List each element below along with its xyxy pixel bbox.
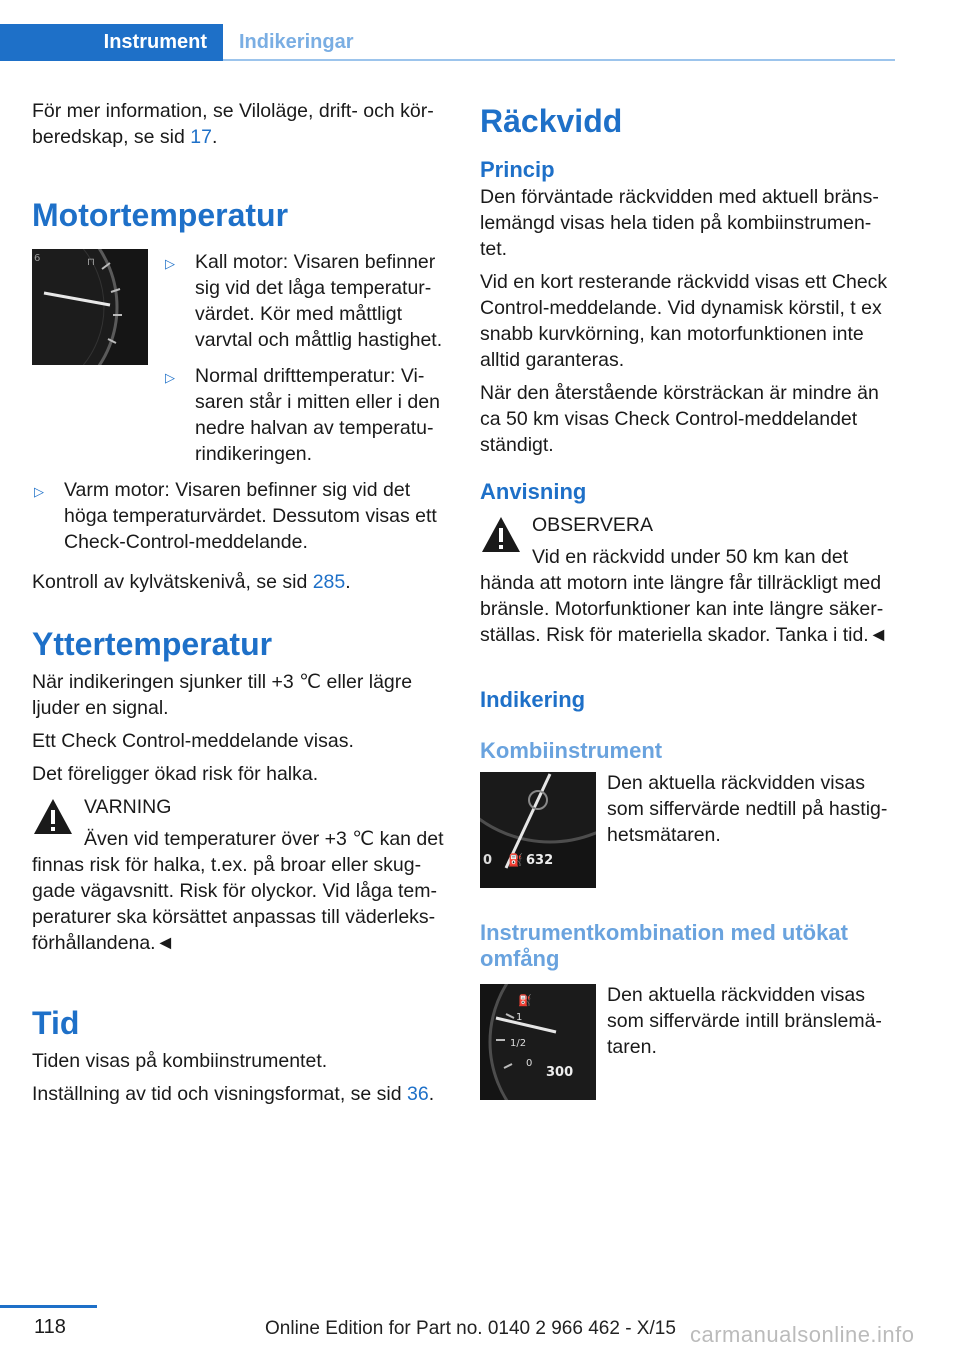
- fuel-pump-icon: ⛽: [518, 994, 532, 1007]
- gauge-zero-label: 0: [483, 853, 493, 868]
- warning-text: Även vid temperaturer över +3 ℃ kan det finnas risk för halka, t.ex. på broar eller skug-gade vägavsnitt. Risk för olyckor. Vid låga tem-peraturer ska körsättet anpassas till väderleks-förhållandena.◄: [32, 828, 444, 954]
- tab-indikeringar[interactable]: Indikeringar: [239, 31, 354, 53]
- heading-indikering: Indikering: [480, 687, 586, 712]
- motortemp-bullets-top: [163, 249, 448, 477]
- tid-p1: Tiden visas på kombiinstrumentet.: [32, 1050, 328, 1072]
- watermark: carmanualsonline.info: [690, 1322, 915, 1347]
- heading-anvisning: Anvisning: [480, 479, 587, 504]
- warning-block-observera: [480, 512, 898, 648]
- warning-triangle-icon: [32, 796, 74, 838]
- range-value: 300: [546, 1065, 574, 1080]
- intro-end: .: [211, 126, 218, 148]
- temperature-gauge-image: [32, 249, 148, 365]
- intro-text: För mer information, se Viloläge, drift- och kör-beredskap, se sid: [32, 100, 434, 148]
- coolant-text: Kontroll av kylvätskenivå, se sid: [32, 571, 313, 593]
- right-column: [480, 102, 898, 1100]
- triangle-bullet-icon: ▷: [165, 256, 175, 271]
- tid-p2-end: .: [428, 1083, 435, 1105]
- coolant-end: .: [345, 571, 351, 593]
- tab-underline: [223, 59, 895, 61]
- header-tabs: [0, 0, 895, 62]
- kombi-block: [480, 772, 898, 888]
- triangle-bullet-icon: ▷: [165, 370, 175, 385]
- list-item: ▷ Normal drifttemperatur: Vi-saren står i mitten eller i den nedre halvan av temperatu-rindikeringen.: [165, 365, 440, 465]
- heading-yttertemperatur: Yttertemperatur: [32, 626, 273, 662]
- intro-paragraph: [32, 98, 448, 150]
- tid-p2: [32, 1081, 448, 1107]
- gauge-zero-label: 0: [526, 1058, 533, 1069]
- triangle-bullet-icon: ▷: [34, 484, 44, 499]
- heading-tid: Tid: [32, 1005, 80, 1041]
- footer-rule: [0, 1305, 97, 1308]
- list-item: ▷ Varm motor: Visaren befinner sig vid det höga temperaturvärdet. Dessutom visas ett Check-Control-meddelande.: [34, 479, 437, 553]
- range-value: 632: [526, 853, 554, 868]
- warning-block-varning: [32, 794, 448, 956]
- coolant-page-link[interactable]: 285: [312, 571, 346, 593]
- yttertemp-p2: Ett Check Control-meddelande visas.: [32, 730, 354, 752]
- gauge-half-label: 1/2: [510, 1038, 527, 1049]
- footer-edition: Online Edition for Part no. 0140 2 966 462 - X/15: [265, 1318, 676, 1339]
- warning-triangle-icon: [480, 514, 522, 556]
- princip-p2: Vid en kort resterande räckvidd visas ett Check Control-meddelande. Vid dynamisk körstil, t ex snabb kurvkörning, kan motorfunktionen inte alltid garanteras.: [480, 271, 888, 371]
- heading-kombiinstrument: Kombiinstrument: [480, 738, 663, 763]
- utokat-instrument-image: [480, 984, 596, 1100]
- utokat-block: [480, 984, 898, 1100]
- motortemp-block: [32, 249, 448, 477]
- svg-text:6: 6: [34, 253, 41, 264]
- motortemp-bullets-bottom: [32, 477, 448, 555]
- heading-rackvidd: Räckvidd: [480, 103, 623, 139]
- left-column: [32, 98, 448, 1114]
- kombiinstrument-image: [480, 772, 596, 888]
- yttertemp-p1: När indikeringen sjunker till +3 ℃ eller lägre ljuder en signal.: [32, 671, 413, 719]
- utokat-text: Den aktuella räckvidden visas som siffervärde intill bränslemä-taren.: [607, 984, 882, 1058]
- coolant-paragraph: [32, 569, 448, 595]
- intro-page-link[interactable]: 17: [190, 126, 212, 148]
- observera-text: Vid en räckvidd under 50 km kan det hända att motorn inte längre får tillräckligt med bränsle. Motorfunktioner kan inte längre säker-ställas. Risk för materiella skador. Tanka i tid.◄: [480, 546, 889, 646]
- tid-page-link[interactable]: 36: [407, 1083, 429, 1105]
- princip-p3: När den återstående körsträckan är mindre än ca 50 km visas Check Control-meddelandet ständigt.: [480, 382, 879, 456]
- kombi-text: Den aktuella räckvidden visas som siffervärde nedtill på hastig-hetsmätaren.: [607, 772, 888, 846]
- fuel-pump-icon: ⛽: [508, 853, 523, 867]
- warning-label: VARNING: [84, 796, 172, 818]
- page-number: 118: [34, 1316, 66, 1338]
- observera-label: OBSERVERA: [532, 514, 654, 536]
- heading-utokat-omfang: Instrumentkombination med utökat omfång: [480, 920, 848, 971]
- gauge-full-label: 1: [516, 1012, 523, 1023]
- heading-princip: Princip: [480, 157, 555, 182]
- princip-p1: Den förväntade räckvidden med aktuell bräns-lemängd visas hela tiden på kombiinstrumen-tet.: [480, 186, 879, 260]
- svg-text:⊓: ⊓: [87, 257, 95, 268]
- yttertemp-p3: Det föreligger ökad risk för halka.: [32, 763, 319, 785]
- heading-motortemperatur: Motortemperatur: [32, 197, 289, 233]
- tid-p2-text: Inställning av tid och visningsformat, se sid: [32, 1083, 408, 1105]
- list-item: ▷ Kall motor: Visaren befinner sig vid det låga temperatur-värdet. Kör med måttligt varvtal och måttlig hastighet.: [165, 251, 443, 351]
- tab-instrument[interactable]: Instrument: [0, 24, 223, 61]
